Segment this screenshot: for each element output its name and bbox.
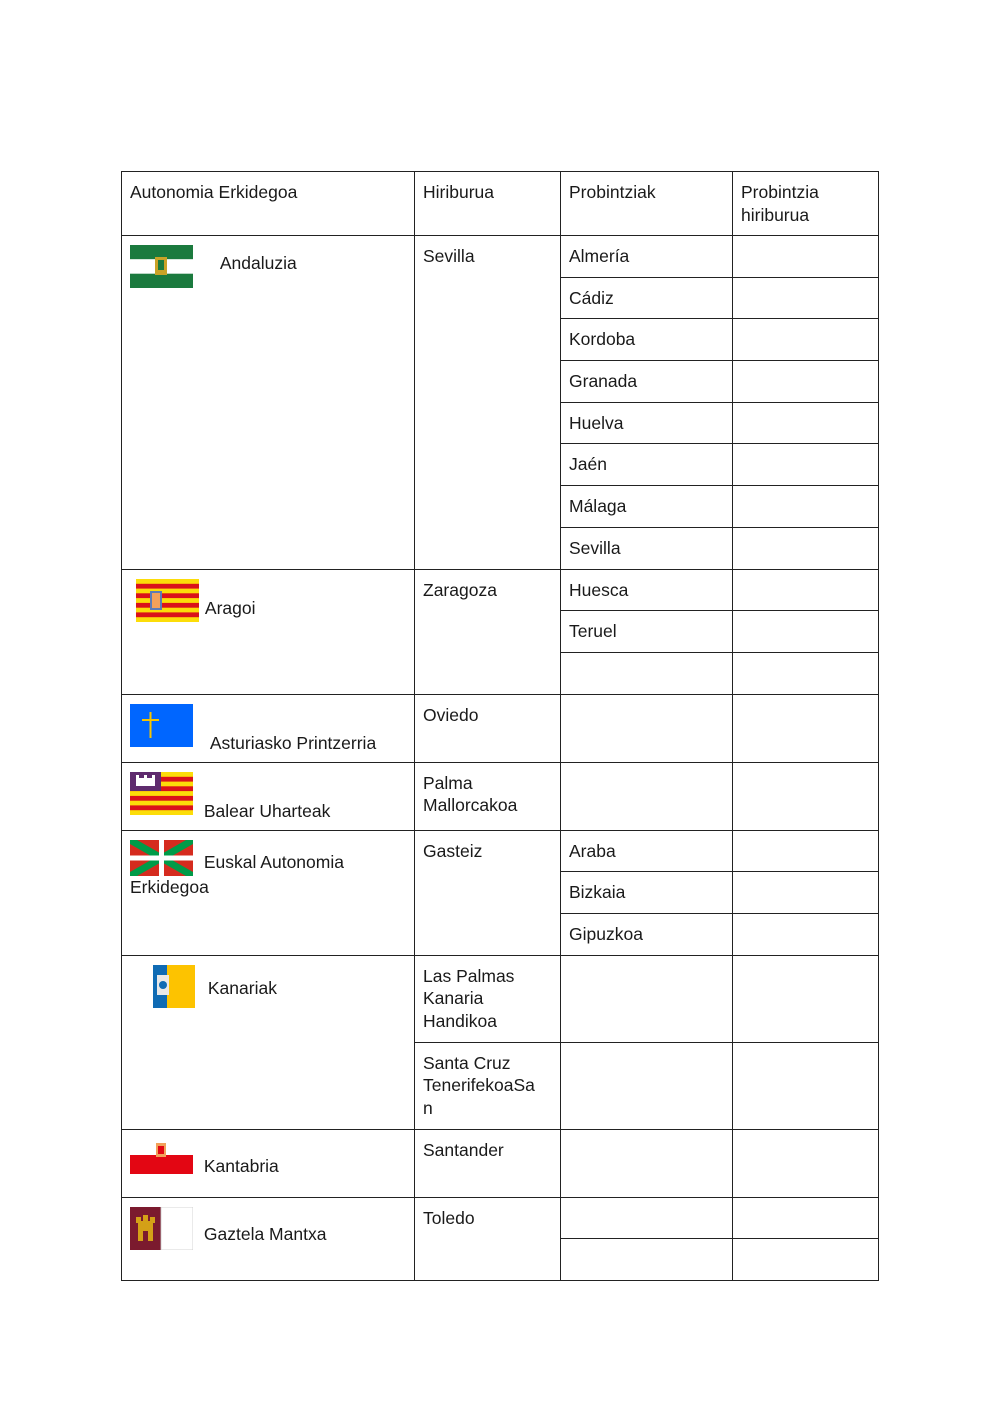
- region-cell-asturias: [122, 694, 415, 762]
- region-name-euskadi-line2: Erkidegoa: [130, 876, 209, 897]
- region-name-kanariak: Kanariak: [207, 978, 277, 999]
- answer-cell[interactable]: [733, 569, 879, 611]
- province-cell[interactable]: [561, 1129, 733, 1197]
- province-cell[interactable]: [561, 955, 733, 1042]
- capital-line: Handikoa: [423, 1010, 497, 1031]
- capital-cell-kantabria: Santander: [415, 1129, 561, 1197]
- table-row: [122, 1197, 879, 1239]
- capital-line: Kanaria: [423, 988, 484, 1009]
- answer-cell[interactable]: [733, 872, 879, 914]
- asturias-flag-icon: [130, 704, 193, 747]
- province-cell: Granada: [561, 361, 733, 403]
- province-cell[interactable]: [561, 1239, 733, 1281]
- answer-cell[interactable]: [733, 652, 879, 694]
- regions-table: [121, 171, 879, 1281]
- capital-cell-euskadi: Gasteiz: [415, 830, 561, 955]
- capital-line: TenerifekoaSa: [423, 1075, 535, 1096]
- province-cell: Almería: [561, 236, 733, 278]
- province-cell: Bizkaia: [561, 872, 733, 914]
- aragon-flag-icon: [136, 579, 199, 622]
- castilla-la-mancha-flag-icon: [130, 1207, 193, 1250]
- answer-cell[interactable]: [733, 527, 879, 569]
- answer-cell[interactable]: [733, 361, 879, 403]
- province-cell[interactable]: [561, 1197, 733, 1239]
- province-cell: Gipuzkoa: [561, 913, 733, 955]
- province-cell: Málaga: [561, 486, 733, 528]
- header-province-capital-line1: Probintzia: [741, 182, 819, 202]
- basque-flag-icon: [130, 840, 193, 876]
- capital-line: n: [423, 1097, 433, 1118]
- answer-cell[interactable]: [733, 762, 879, 830]
- capital-cell-andaluzia: Sevilla: [415, 236, 561, 570]
- capital-line: Las Palmas: [423, 965, 515, 986]
- province-cell: Kordoba: [561, 319, 733, 361]
- header-province-capital-line2: hiriburua: [741, 204, 810, 225]
- region-name-balear: Balear Uharteak: [203, 801, 331, 822]
- table-row: [122, 830, 879, 872]
- province-cell[interactable]: [561, 694, 733, 762]
- header-community: Autonomia Erkidegoa: [122, 172, 415, 236]
- balearic-flag-icon: [130, 772, 193, 815]
- table-row: [122, 569, 879, 611]
- cantabria-flag-icon: [130, 1141, 193, 1174]
- answer-cell[interactable]: [733, 830, 879, 872]
- header-capital: Hiriburua: [415, 172, 561, 236]
- answer-cell[interactable]: [733, 955, 879, 1042]
- header-row: [122, 172, 879, 236]
- capital-cell-aragoi: Zaragoza: [415, 569, 561, 694]
- province-cell: Teruel: [561, 611, 733, 653]
- answer-cell[interactable]: [733, 1129, 879, 1197]
- andalusia-flag-icon: [130, 245, 193, 288]
- answer-cell[interactable]: [733, 1197, 879, 1239]
- header-province-capital: [733, 172, 879, 236]
- answer-cell[interactable]: [733, 694, 879, 762]
- region-cell-andaluzia: [122, 236, 415, 570]
- region-cell-balear: [122, 762, 415, 830]
- answer-cell[interactable]: [733, 236, 879, 278]
- capital-cell-kanariak-2: [415, 1042, 561, 1129]
- region-name-euskadi-line1: Euskal Autonomia: [203, 852, 344, 873]
- province-cell: Jaén: [561, 444, 733, 486]
- province-cell[interactable]: [561, 652, 733, 694]
- answer-cell[interactable]: [733, 1239, 879, 1281]
- region-cell-gaztela: [122, 1197, 415, 1280]
- answer-cell[interactable]: [733, 319, 879, 361]
- answer-cell[interactable]: [733, 486, 879, 528]
- province-cell[interactable]: [561, 1042, 733, 1129]
- answer-cell[interactable]: [733, 913, 879, 955]
- region-name-andaluzia: Andaluzia: [219, 252, 297, 273]
- capital-line: Santa Cruz: [423, 1052, 511, 1073]
- answer-cell[interactable]: [733, 1042, 879, 1129]
- capital-cell-gaztela: Toledo: [415, 1197, 561, 1280]
- region-name-asturias: Asturiasko Printzerria: [209, 733, 377, 754]
- capital-line: Mallorcakoa: [423, 795, 518, 816]
- capital-cell-kanariak-1: [415, 955, 561, 1042]
- table-row: [122, 236, 879, 278]
- table-row: [122, 762, 879, 830]
- region-cell-kantabria: [122, 1129, 415, 1197]
- province-cell: Huelva: [561, 402, 733, 444]
- province-cell: Cádiz: [561, 277, 733, 319]
- province-cell[interactable]: [561, 762, 733, 830]
- canary-flag-icon: [153, 965, 195, 1008]
- province-cell: Araba: [561, 830, 733, 872]
- table-row: [122, 694, 879, 762]
- answer-cell[interactable]: [733, 402, 879, 444]
- capital-cell-balear: [415, 762, 561, 830]
- region-name-aragoi: Aragoi: [204, 598, 256, 618]
- answer-cell[interactable]: [733, 277, 879, 319]
- region-name-kantabria: Kantabria: [203, 1156, 279, 1177]
- table-row: [122, 955, 879, 1042]
- header-provinces: Probintziak: [561, 172, 733, 236]
- region-cell-aragoi: [122, 569, 415, 694]
- capital-line: Palma: [423, 772, 473, 793]
- region-name-gaztela: Gaztela Mantxa: [203, 1224, 327, 1245]
- province-cell: Sevilla: [561, 527, 733, 569]
- region-cell-euskadi: [122, 830, 415, 955]
- answer-cell[interactable]: [733, 444, 879, 486]
- region-cell-kanariak: [122, 955, 415, 1129]
- province-cell: Huesca: [561, 569, 733, 611]
- answer-cell[interactable]: [733, 611, 879, 653]
- capital-cell-asturias: Oviedo: [415, 694, 561, 762]
- table-row: [122, 1129, 879, 1197]
